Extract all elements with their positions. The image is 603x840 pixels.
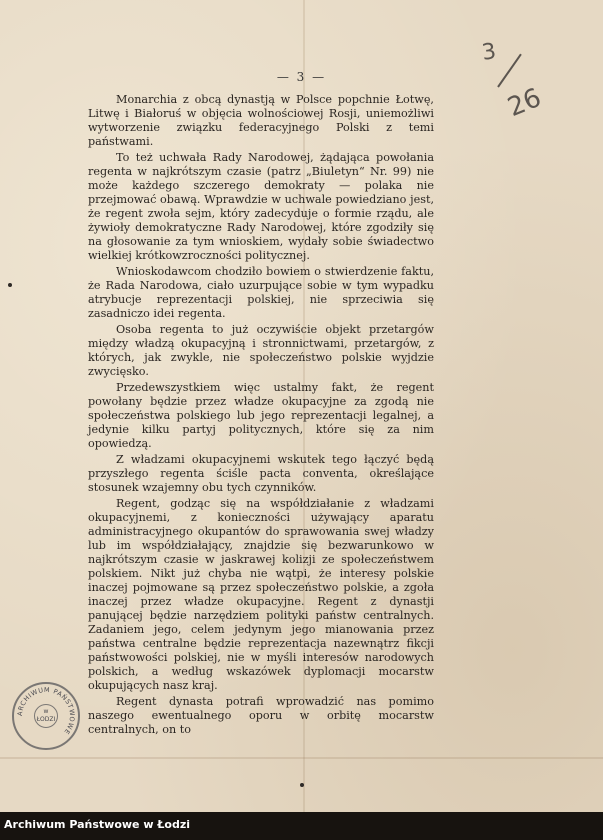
paragraph: To też uchwała Rady Narodowej, żądająca powołania regenta w najkrótszym czasie (patrz „Biuletyn“ Nr. 99) nie może każdego szczerego demokraty — polaka nie przejmować obawą. Wprawdzie w uchwale powiedziano jest, że regent zwoła sejm, który zadecyduje o formie rządu, ale żywioły demokratyczne Rady Narodowej, które zgodziły się na głosowanie za tym wnioskiem, wydały sobie świadectwo wielkiej krótkowzroczności politycznej. [88, 151, 434, 262]
center-dot-mark [300, 783, 304, 787]
paragraph: Monarchia z obcą dynastją w Polsce popchnie Łotwę, Litwę i Białoruś w objęcia wolnościowej Rosji, uniemożliwi wytworzenie związku federacyjnego Polski z temi państwami. [88, 93, 434, 148]
paragraph: Regent, godząc się na współdziałanie z władzami okupacyjnemi, z konieczności używający aparatu administracyjnego okupantów do sprawowania swej władzy lub im współdziałający, znajdzie się bezwarunkowo w najkrótszym czasie w jaskrawej kolizji ze społeczeństwem polskiem. Nikt już chyba nie wątpi, że interesy polskie inaczej pojmowane są przez społeczeństwo polskie, a zgoła inaczej przez władze okupacyjne. Regent z dynastji panującej będzie narzędziem polityki państw centralnych. Zadaniem jego, celem jedynym jego mianowania przez państwa centralne będzie reprezentacja nazewnątrz fikcji państwowości polskiej, nie w myśli interesów narodowych polskich, a według wskazówek dyplomacji mocarstw okupujących nasz kraj. [88, 497, 434, 692]
body-text [88, 93, 434, 739]
paragraph: Osoba regenta to już oczywiście objekt przetargów między władzą okupacyjną i stronnictwami, przetargów, z których, jak zwykle, nie społeczeństwo polskie wyjdzie zwycięsko. [88, 323, 434, 378]
svg-text:ARCHIWUM PAŃSTWOWE: ARCHIWUM PAŃSTWOWE [15, 685, 77, 736]
handwritten-folio-number: 26 [503, 82, 546, 124]
paragraph: Przedewszystkiem więc ustalmy fakt, że regent powołany będzie przez władze okupacyjne za zgodą nie społeczeństwa polskiego lub jego reprezentacji legalnej, a jedynie kilku partyj politycznych, które się za nim opowiedzą. [88, 381, 434, 450]
horizontal-fold-line [0, 757, 603, 759]
stamp-center: w ŁODZI [34, 704, 58, 728]
paragraph: Z władzami okupacyjnemi wskutek tego łączyć będą przyszłego regenta ściśle pacta conventa, określające stosunek wzajemny obu tych czynników. [88, 453, 434, 494]
archive-stamp [12, 682, 80, 750]
handwritten-page-mark: 3 [480, 39, 498, 66]
archive-label: Archiwum Państwowe w Łodzi [4, 818, 191, 831]
paragraph: Wnioskodawcom chodziło bowiem o stwierdzenie faktu, że Rada Narodowa, ciało uzurpujące sobie w tym wypadku atrybucje reprezentacji polskiej, nie sprzeciwia się zasadniczo idei regenta. [88, 265, 434, 320]
punch-hole-mark [8, 283, 12, 287]
page-number: — 3 — [276, 70, 327, 84]
paragraph: Regent dynasta potrafi wprowadzić nas pomimo naszego ewentualnego oporu w orbitę mocarstw centralnych, on to [88, 695, 434, 736]
